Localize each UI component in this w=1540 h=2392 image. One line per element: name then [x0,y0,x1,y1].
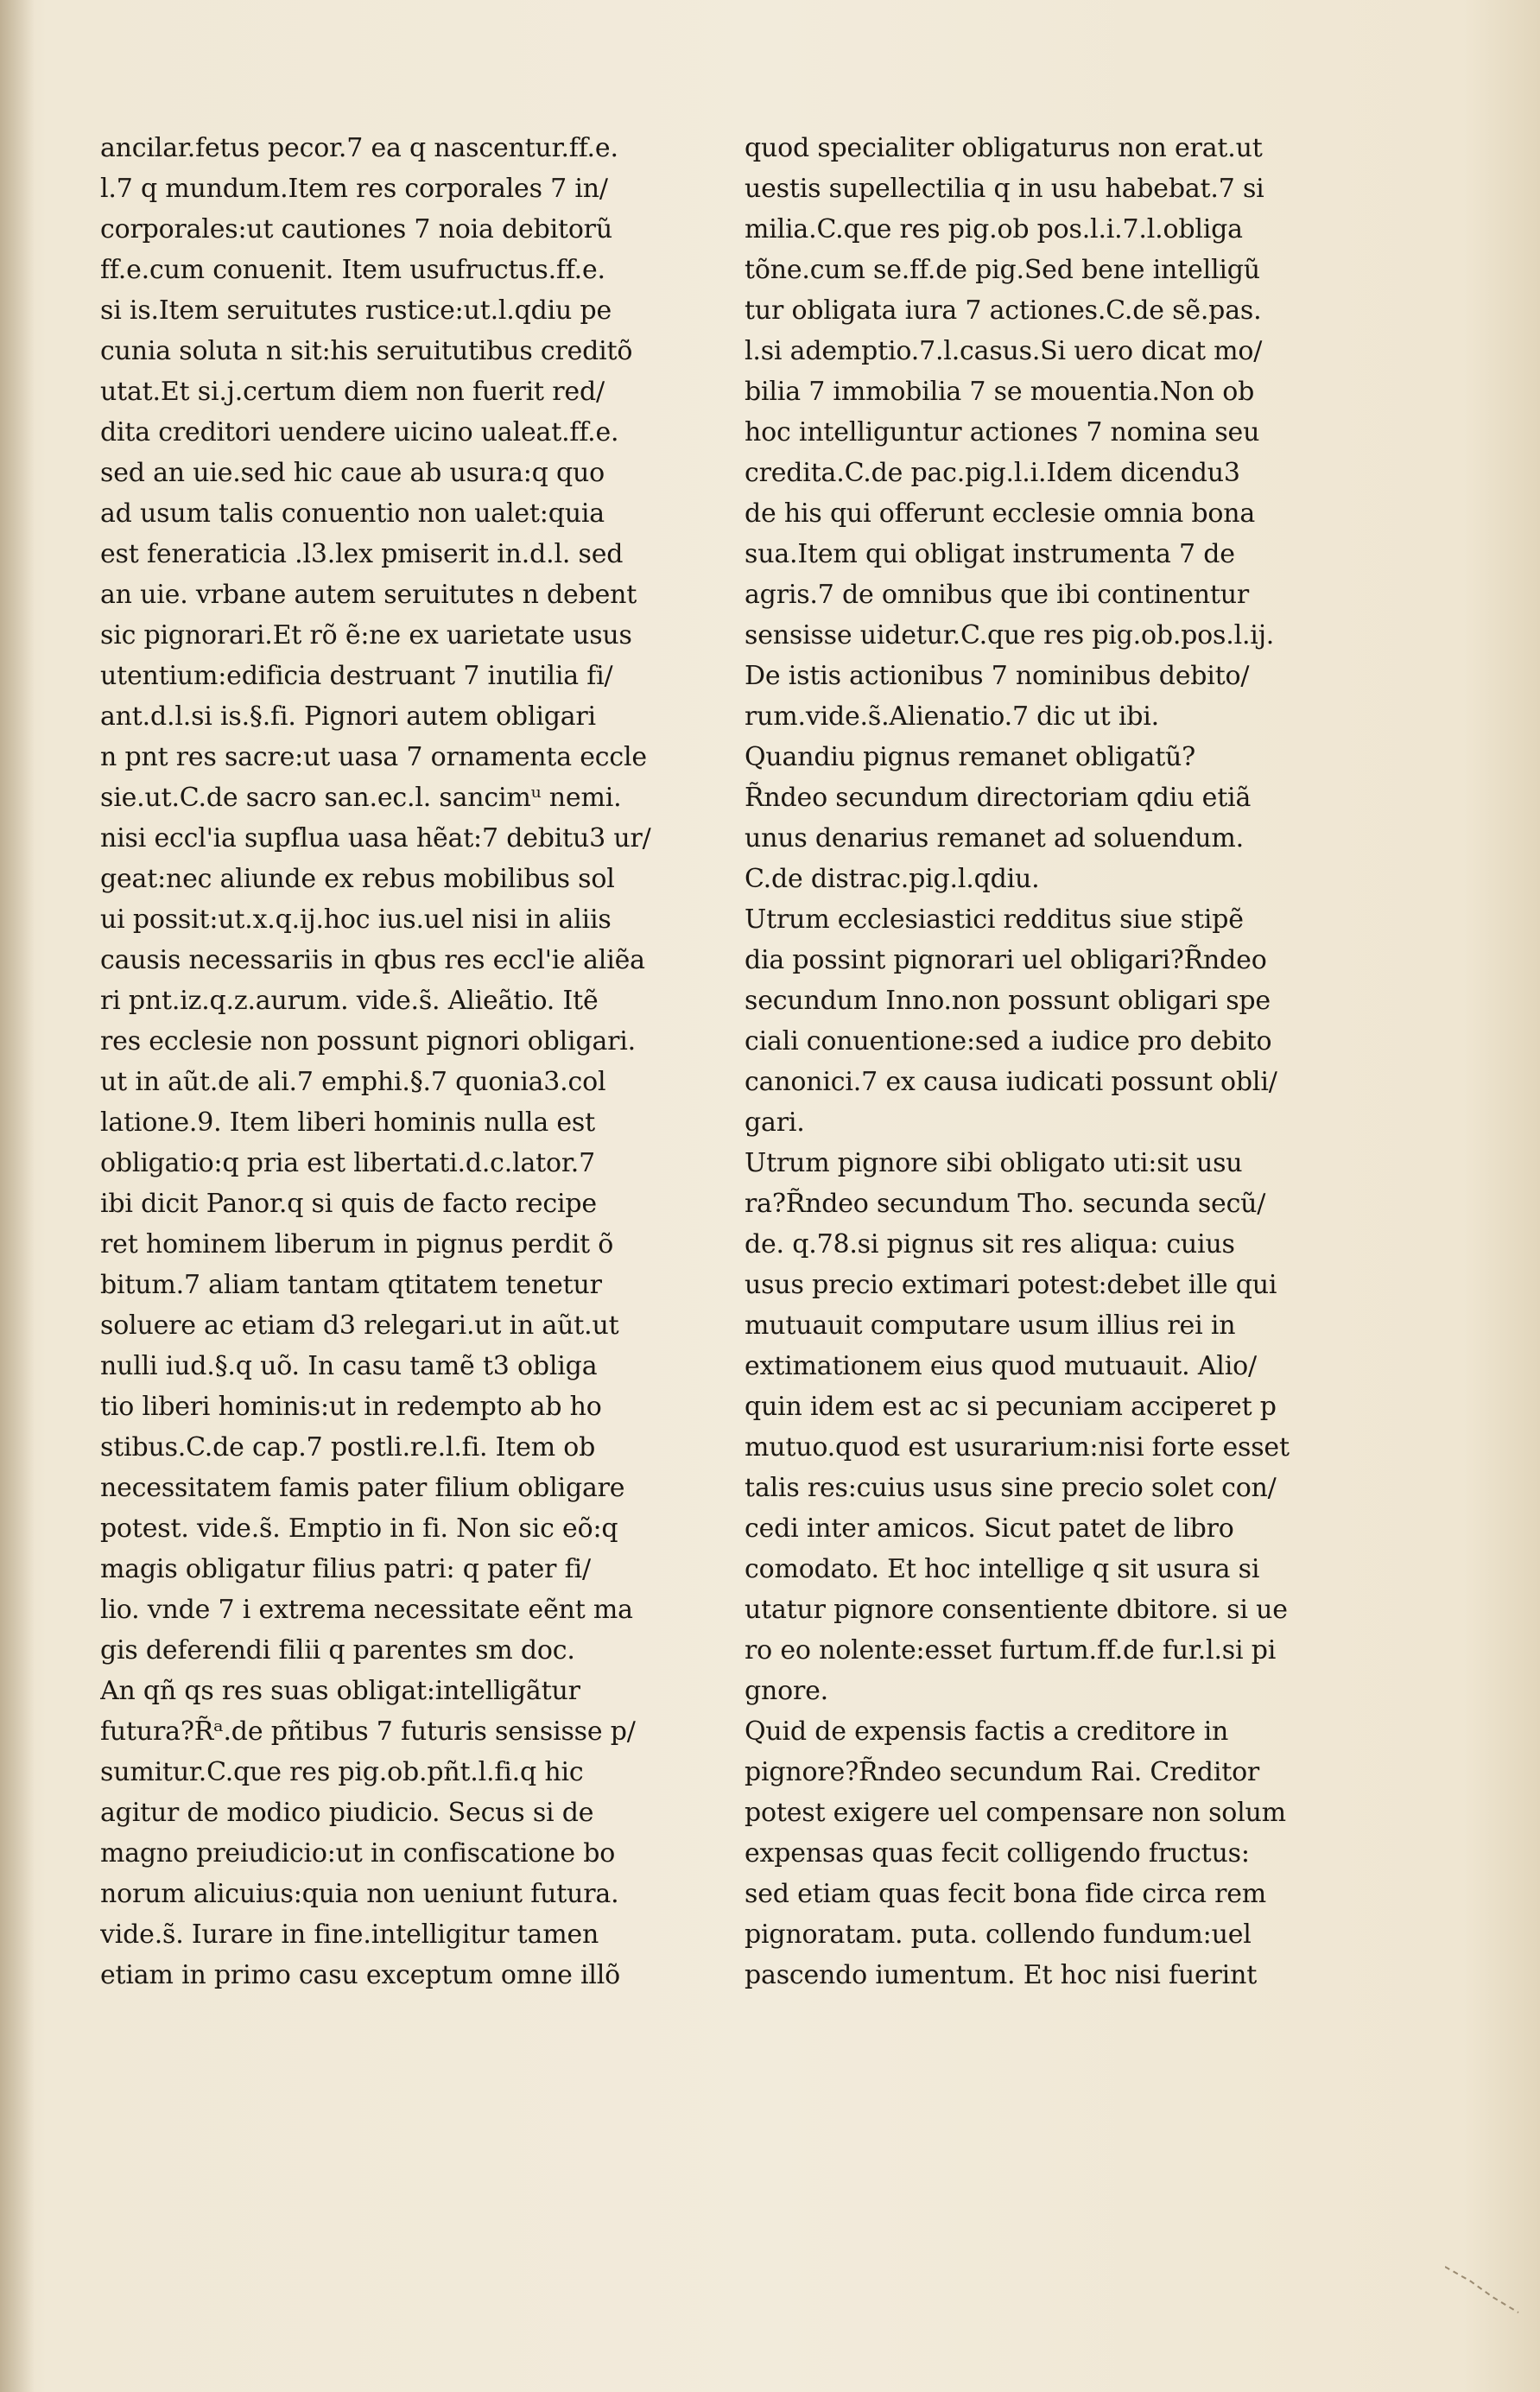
text-line: quod specialiter obligaturus non erat.ut [745,133,1263,163]
left-text-column [100,128,705,1995]
text-line: corporales:ut cautiones 7 noia debitorũ [100,214,612,244]
text-line: vide.s̃. Iurare in fine.intelligitur tamen [100,1919,599,1950]
text-line: R̃ndeo secundum directoriam qdiu etiã [745,783,1252,813]
text-line: Quandiu pignus remanet obligatũ? [745,742,1196,772]
text-line: ad usum talis conuentio non ualet:quia [100,498,605,529]
text-line: dia possint pignorari uel obligari?R̃ndeo [745,945,1267,975]
text-line: obligatio:q pria est libertati.d.c.lator.7 [100,1148,595,1178]
text-line: causis necessariis in qbus res eccl'ie aliẽa [100,945,645,975]
text-line: Utrum pignore sibi obligato uti:sit usu [745,1148,1243,1178]
right-text-column [745,128,1384,1995]
text-line: sumitur.C.que res pig.ob.pñt.l.fi.q hic [100,1757,584,1787]
text-line: mutuauit computare usum illius rei in [745,1310,1236,1341]
text-line: l.7 q mundum.Item res corporales 7 in/ [100,174,608,204]
text-line: ibi dicit Panor.q si quis de facto recipe [100,1189,597,1219]
text-line: comodato. Et hoc intellige q sit usura si [745,1554,1260,1584]
text-line: geat:nec aliunde ex rebus mobilibus sol [100,864,615,894]
text-line: sed etiam quas fecit bona fide circa rem [745,1879,1267,1909]
text-line: lio. vnde 7 i extrema necessitate eẽnt ma [100,1595,633,1625]
text-line: latione.9. Item liberi hominis nulla est [100,1107,595,1138]
text-line: etiam in primo casu exceptum omne illõ [100,1960,621,1990]
text-line: De istis actionibus 7 nominibus debito/ [745,661,1250,691]
text-line: bilia 7 immobilia 7 se mouentia.Non ob [745,377,1255,407]
text-line: unus denarius remanet ad soluendum. [745,823,1244,853]
text-line: cedi inter amicos. Sicut patet de libro [745,1513,1234,1544]
text-line: potest exigere uel compensare non solum [745,1798,1286,1828]
text-line: ut in aũt.de ali.7 emphi.§.7 quonia3.col [100,1067,606,1097]
text-line: secundum Inno.non possunt obligari spe [745,986,1271,1016]
text-line: talis res:cuius usus sine precio solet con/ [745,1473,1277,1503]
text-line: utatur pignore consentiente dbitore. si ue [745,1595,1288,1625]
text-line: hoc intelliguntur actiones 7 nomina seu [745,417,1260,447]
text-line: gari. [745,1107,805,1138]
text-line: agris.7 de omnibus que ibi continentur [745,580,1250,610]
text-line: si is.Item seruitutes rustice:ut.l.qdiu pe [100,295,612,326]
text-line: Utrum ecclesiastici redditus siue stipẽ [745,904,1244,935]
text-line: ui possit:ut.x.q.ij.hoc ius.uel nisi in aliis [100,904,612,935]
text-line: tur obligata iura 7 actiones.C.de sẽ.pas. [745,295,1262,326]
text-line: sed an uie.sed hic caue ab usura:q quo [100,458,605,488]
text-line: sensisse uidetur.C.que res pig.ob.pos.l.ij. [745,620,1275,650]
text-line: ciali conuentione:sed a iudice pro debito [745,1026,1272,1056]
text-line: ant.d.l.si is.§.fi. Pignori autem obligari [100,701,596,732]
text-line: sie.ut.C.de sacro san.ec.l. sancimᵘ nemi. [100,783,622,813]
text-line: pignoratam. puta. collendo fundum:uel [745,1919,1252,1950]
text-line: milia.C.que res pig.ob pos.l.i.7.l.obliga [745,214,1243,244]
text-line: norum alicuius:quia non ueniunt futura. [100,1879,619,1909]
text-line: bitum.7 aliam tantam qtitatem tenetur [100,1270,602,1300]
text-line: potest. vide.s̃. Emptio in fi. Non sic eõ:q [100,1513,618,1544]
text-line: utentium:edificia destruant 7 inutilia fi/ [100,661,613,691]
text-line: pascendo iumentum. Et hoc nisi fuerint [745,1960,1258,1990]
page-corner-crease [1445,2262,1523,2314]
text-line: magno preiudicio:ut in confiscatione bo [100,1838,616,1869]
text-line: stibus.C.de cap.7 postli.re.l.fi. Item ob [100,1432,596,1462]
text-line: n pnt res sacre:ut uasa 7 ornamenta eccle [100,742,647,772]
text-line: pignore?R̃ndeo secundum Rai. Creditor [745,1757,1260,1787]
text-line: tio liberi hominis:ut in redempto ab ho [100,1392,602,1422]
text-line: res ecclesie non possunt pignori obligari. [100,1026,637,1056]
text-line: mutuo.quod est usurarium:nisi forte esset [745,1432,1290,1462]
text-line: l.si ademptio.7.l.casus.Si uero dicat mo/ [745,336,1263,366]
text-line: canonici.7 ex causa iudicati possunt obli/ [745,1067,1277,1097]
text-line: est feneraticia .l3.lex pmiserit in.d.l. sed [100,539,624,569]
text-line: magis obligatur filius patri: q pater fi/ [100,1554,591,1584]
text-line: rum.vide.s̃.Alienatio.7 dic ut ibi. [745,701,1159,732]
text-line: an uie. vrbane autem seruitutes n debent [100,580,637,610]
text-line: An qñ qs res suas obligat:intelligãtur [100,1676,580,1706]
text-line: tõne.cum se.ff.de pig.Sed bene intelligũ [745,255,1260,285]
text-line: soluere ac etiam d3 relegari.ut in aũt.ut [100,1310,619,1341]
text-line: Quid de expensis factis a creditore in [745,1716,1229,1747]
text-line: ri pnt.iz.q.z.aurum. vide.s̃. Alieãtio. Itẽ [100,986,599,1016]
text-line: ro eo nolente:esset furtum.ff.de fur.l.si pi [745,1635,1277,1666]
text-line: C.de distrac.pig.l.qdiu. [745,864,1040,894]
text-line: extimationem eius quod mutuauit. Alio/ [745,1351,1257,1381]
text-line: ra?R̃ndeo secundum Tho. secunda secũ/ [745,1189,1266,1219]
text-line: usus precio extimari potest:debet ille qui [745,1270,1277,1300]
text-line: nisi eccl'ia supflua uasa hẽat:7 debitu3 ur/ [100,823,651,853]
text-line: uestis supellectilia q in usu habebat.7 si [745,174,1264,204]
text-line: necessitatem famis pater filium obligare [100,1473,625,1503]
text-line: ancilar.fetus pecor.7 ea q nascentur.ff.e. [100,133,618,163]
text-line: ret hominem liberum in pignus perdit õ [100,1229,614,1259]
text-line: credita.C.de pac.pig.l.i.Idem dicendu3 [745,458,1240,488]
text-line: quin idem est ac si pecuniam acciperet p [745,1392,1277,1422]
binding-gutter-shadow [0,0,35,2392]
text-line: ff.e.cum conuenit. Item usufructus.ff.e. [100,255,605,285]
text-line: futura?R̃ᵃ.de pñtibus 7 futuris sensisse p/ [100,1716,636,1747]
text-line: utat.Et si.j.certum diem non fuerit red/ [100,377,605,407]
text-line: dita creditori uendere uicino ualeat.ff.e. [100,417,619,447]
text-line: nulli iud.§.q uõ. In casu tamẽ t3 obliga [100,1351,598,1381]
text-line: de his qui offerunt ecclesie omnia bona [745,498,1256,529]
text-line: expensas quas fecit colligendo fructus: [745,1838,1250,1869]
text-line: gis deferendi filii q parentes sm doc. [100,1635,575,1666]
text-line: de. q.78.si pignus sit res aliqua: cuius [745,1229,1235,1259]
text-line: sua.Item qui obligat instrumenta 7 de [745,539,1235,569]
text-line: agitur de modico piudicio. Secus si de [100,1798,594,1828]
text-line: gnore. [745,1676,829,1706]
text-line: sic pignorari.Et rõ ẽ:ne ex uarietate usus [100,620,632,650]
text-line: cunia soluta n sit:his seruitutibus creditõ [100,336,633,366]
